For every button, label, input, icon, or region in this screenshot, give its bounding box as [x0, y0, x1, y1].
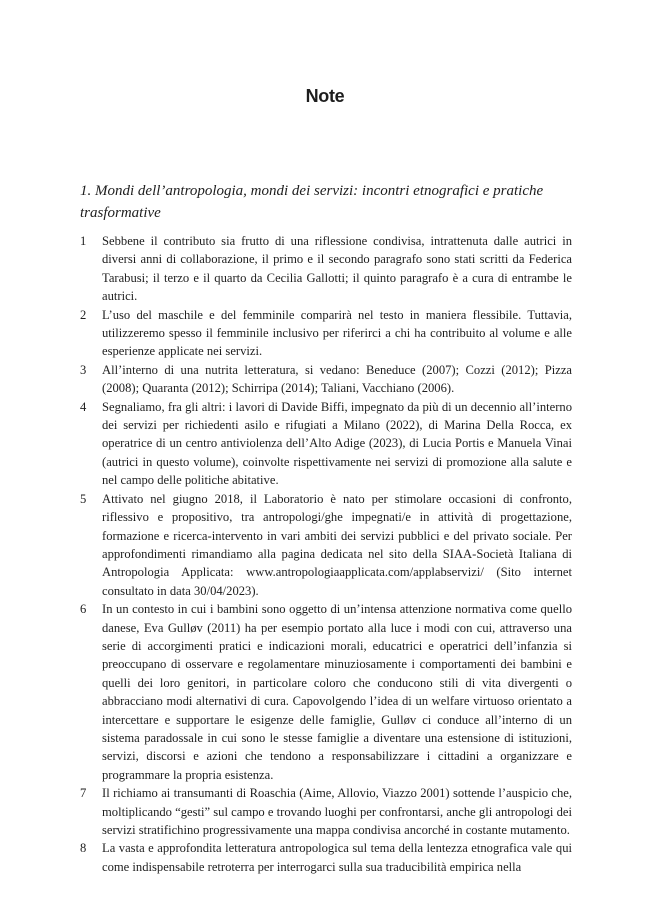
note-item	[80, 784, 572, 839]
note-number: 6	[80, 602, 87, 617]
note-number: 7	[80, 786, 87, 801]
note-item	[80, 361, 572, 398]
note-text: La vasta e approfondita letteratura antropologica sul tema della lentezza etnografica vale qui come indispensabile retroterra per interrogarci sulla sua traducibilità empirica nella	[102, 841, 572, 874]
note-number: 5	[80, 491, 87, 506]
notes-list	[80, 232, 572, 876]
note-number: 2	[80, 307, 87, 322]
note-text: Il richiamo ai transumanti di Roaschia (Aime, Allovio, Viazzo 2001) sottende l’auspicio che, moltiplicando “gesti” sul campo e trovando luoghi per confrontarsi, anche gli antropologi dei servizi stratifichino progressivamente una mappa condivisa ancorché in costante mutamento.	[102, 786, 572, 837]
note-item	[80, 398, 572, 490]
note-text: Segnaliamo, fra gli altri: i lavori di Davide Biffi, impegnato da più di un decennio all’interno dei servizi per richiedenti asilo e rifugiati a Milano (2022), di Marina Della Rocca, ex operatrice di un centro antiviolenza dell’Alto Adige (2023), di Lucia Portis e Manuela Vinai (autrici in questo volume), coinvolte rispettivamente nei servizi di promozione alla salute e nel campo delle politiche abitative.	[102, 399, 572, 488]
note-item	[80, 490, 572, 600]
note-text: L’uso del maschile e del femminile comparirà nel testo in maniera flessibile. Tuttavia, utilizzeremo spesso il femminile inclusivo per riferirci a chi ha contribuito al volume e alle esperienze applicate nei servizi.	[102, 307, 572, 359]
note-item	[80, 306, 572, 361]
note-number: 4	[80, 399, 87, 414]
note-text: All’interno di una nutrita letteratura, si vedano: Beneduce (2007); Cozzi (2012); Pizza (2008); Quaranta (2012); Schirripa (2014); Taliani, Vacchiano (2006).	[102, 362, 572, 396]
note-text: Attivato nel giugno 2018, il Laboratorio è nato per stimolare occasioni di confronto, riflessivo e propositivo, tra antropologi/ghe impegnati/e in attività di progettazione, formazione e ricerca-intervento in vari ambiti dei servizi pubblici e del privato sociale. Per approfondimenti rimandiamo alla pagina dedicata nel sito della SIAA-Società Italiana di Antropologia Applicata: www.antropologiaapplicata.com/applabservizi/ (Sito internet consultato in data 30/04/2023).	[102, 491, 572, 598]
note-text: Sebbene il contributo sia frutto di una riflessione condivisa, intrattenuta dalle autrici in diversi anni di collaborazione, il primo e il secondo paragrafo sono stati scritti da Federica Tarabusi; il terzo e il quarto da Cecilia Gallotti; il quinto paragrafo è a cura di entrambe le autrici.	[102, 234, 572, 304]
section-heading: 1. Mondi dell’antropologia, mondi dei servizi: incontri etnografici e pratiche trasformative	[80, 183, 544, 221]
note-item	[80, 839, 572, 876]
note-number: 3	[80, 362, 87, 377]
note-number: 8	[80, 841, 87, 856]
note-item	[80, 600, 572, 784]
page-title: Note	[305, 86, 345, 106]
note-text: In un contesto in cui i bambini sono oggetto di un’intensa attenzione normativa come quello danese, Eva Gulløv (2011) ha per esempio portato alla luce i modi con cui, attraverso una serie di accorgimenti pratici e indicazioni morali, educatrici e operatrici dell’infanzia si preoccupano di osservare e regolamentare minuziosamente i comportamenti dei bambini e quelli dei loro genitori, in particolare coloro che conducono stili di vita divergenti o abbracciano modi alternativi di cura. Capovolgendo l’idea di un welfare virtuoso orientato a intercettare e supportare le esigenze delle famiglie, Gulløv ci conduce all’interno di un sistema paradossale in cui sono le stesse famiglie a diventare una estensione di istituzioni, servizi, discorsi e azioni che tendono a responsabilizzare i cittadini a organizzare e programmare la propria esistenza.	[102, 602, 572, 782]
note-item	[80, 232, 572, 306]
note-number: 1	[80, 234, 87, 248]
